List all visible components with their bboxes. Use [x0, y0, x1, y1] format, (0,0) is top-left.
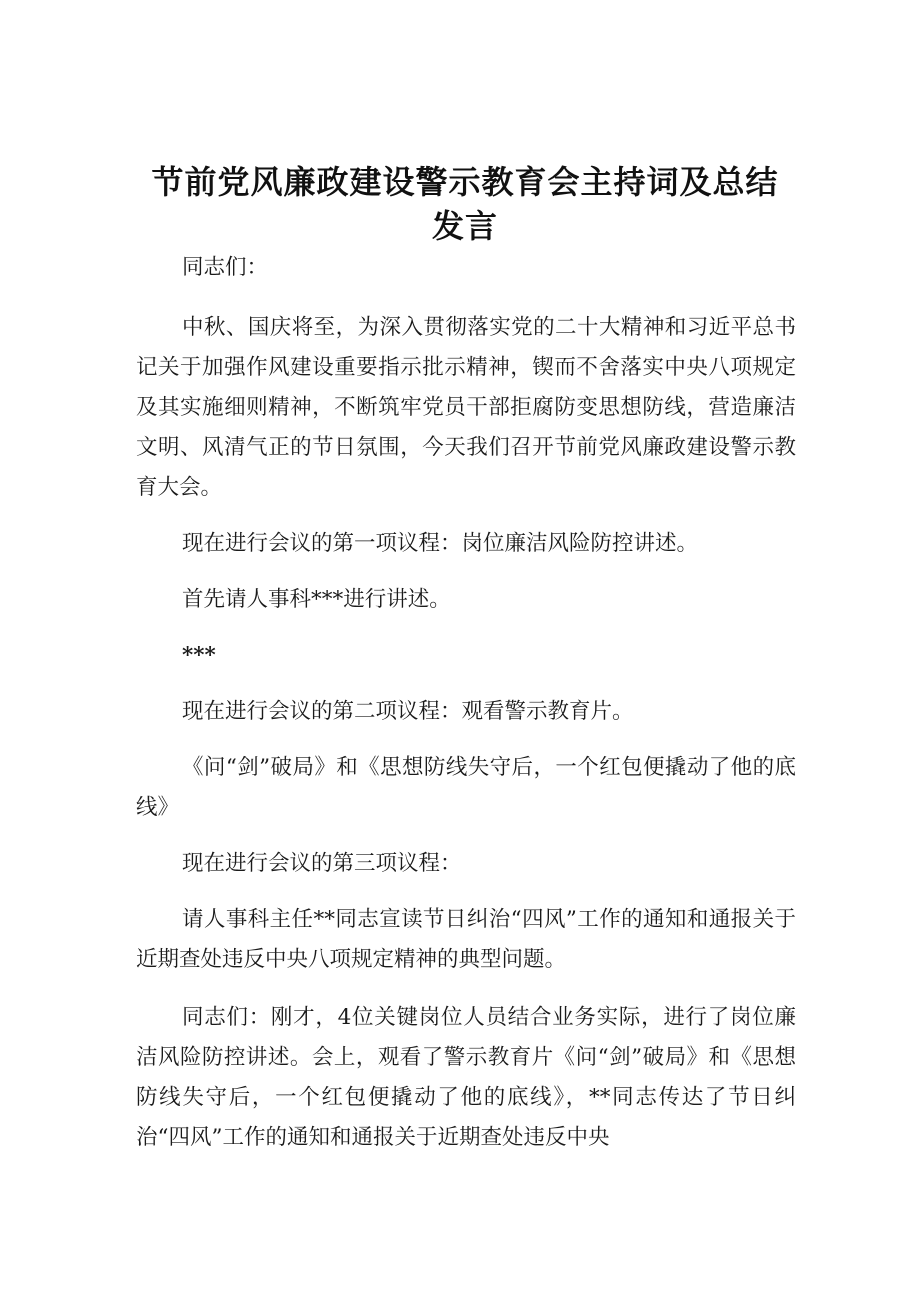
paragraph-agenda-3: 现在进行会议的第三项议程：	[182, 851, 462, 876]
paragraph-placeholder: ***	[182, 643, 216, 668]
paragraph-intro: 中秋、国庆将至，为深入贯彻落实党的二十大精神和习近平总书记关于加强作风建设重要指示批示精神，锲而不舍落实中央八项规定及其实施细则精神，不断筑牢党员干部拒腐防变思想防线，营造廉洁文明、风清气正的节日氛围，今天我们召开节前党风廉政建设警示教育大会。	[136, 315, 796, 500]
document-body	[136, 248, 796, 1158]
paragraph-agenda-3-detail: 请人事科主任**同志宣读节日纠治“四风”工作的通知和通报关于近期查处违反中央八项规定精神的典型问题。	[136, 907, 796, 972]
paragraph-agenda-1-speaker: 首先请人事科***进行讲述。	[182, 587, 451, 612]
paragraph-agenda-2: 现在进行会议的第二项议程：观看警示教育片。	[182, 699, 634, 724]
paragraph-summary: 同志们：刚才，4位关键岗位人员结合业务实际，进行了岗位廉洁风险防控讲述。会上，观看了警示教育片《问“剑”破局》和《思想防线失守后，一个红包便撬动了他的底线》，**同志传达了节日纠治“四风”工作的通知和通报关于近期查处违反中央	[136, 1005, 796, 1150]
document-title: 节前党风廉政建设警示教育会主持词及总结发言	[151, 163, 779, 245]
paragraph-greeting: 同志们：	[182, 255, 269, 280]
paragraph-agenda-1: 现在进行会议的第一项议程：岗位廉洁风险防控讲述。	[182, 531, 699, 556]
paragraph-films: 《问“剑”破局》和《思想防线失守后，一个红包便撬动了他的底线》	[136, 755, 796, 820]
